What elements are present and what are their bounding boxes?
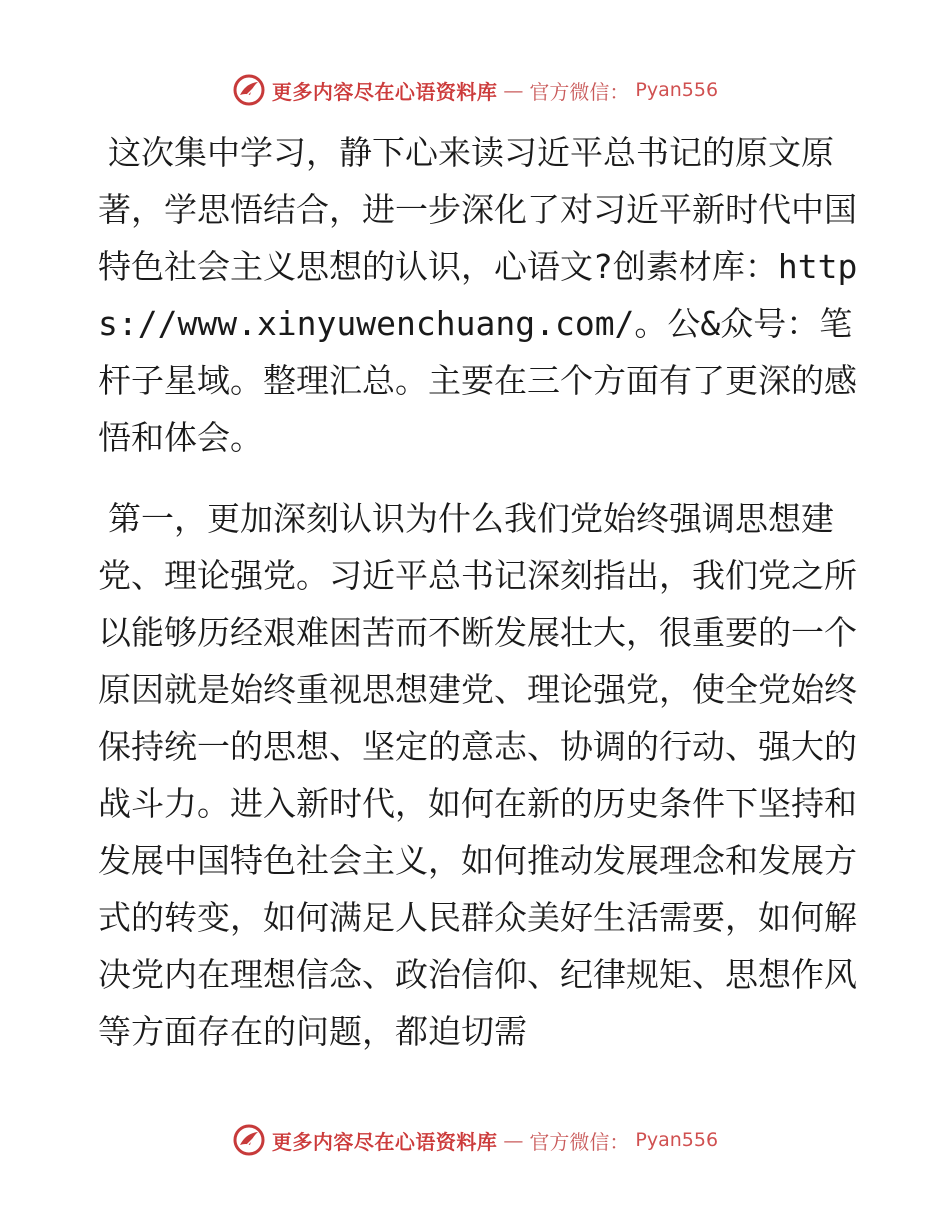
- paragraph-1: 这次集中学习，静下心来读习近平总书记的原文原著，学思悟结合，进一步深化了对习近平新时代中国特色社会主义思想的认识，心语文?创素材库：https://www.xinyuwenchuang.com/。公&众号：笔杆子星域。整理汇总。主要在三个方面有了更深的感悟和体会。: [98, 133, 858, 457]
- brand-logo-icon: [232, 1123, 266, 1157]
- paragraph-2: 第一，更加深刻认识为什么我们党始终强调思想建党、理论强党。习近平总书记深刻指出，我们党之所以能够历经艰难困苦而不断发展壮大，很重要的一个原因就是始终重视思想建党、理论强党，使全党始终保持统一的思想、坚定的意志、协调的行动、强大的战斗力。进入新时代，如何在新的历史条件下坚持和发展中国特色社会主义，如何推动发展理念和发展方式的转变，如何满足人民群众美好生活需要，如何解决党内在理想信念、政治信仰、纪律规矩、思想作风等方面存在的问题，都迫切需: [98, 499, 857, 1051]
- banner-dash: —: [503, 78, 524, 102]
- banner-main-text: 更多内容尽在心语资料库: [271, 1129, 498, 1154]
- header-banner: [0, 70, 950, 110]
- footer-banner: [0, 1120, 950, 1160]
- banner-main-text: 更多内容尽在心语资料库: [271, 79, 498, 104]
- banner-sub-text: 官方微信：: [529, 79, 630, 104]
- document-body: [98, 124, 858, 1060]
- banner-wechat-id: Pyan556: [635, 1129, 719, 1151]
- banner-sub-text: 官方微信：: [529, 1129, 630, 1154]
- brand-logo-icon: [232, 73, 266, 107]
- banner-dash: —: [503, 1128, 524, 1152]
- banner-wechat-id: Pyan556: [635, 79, 719, 101]
